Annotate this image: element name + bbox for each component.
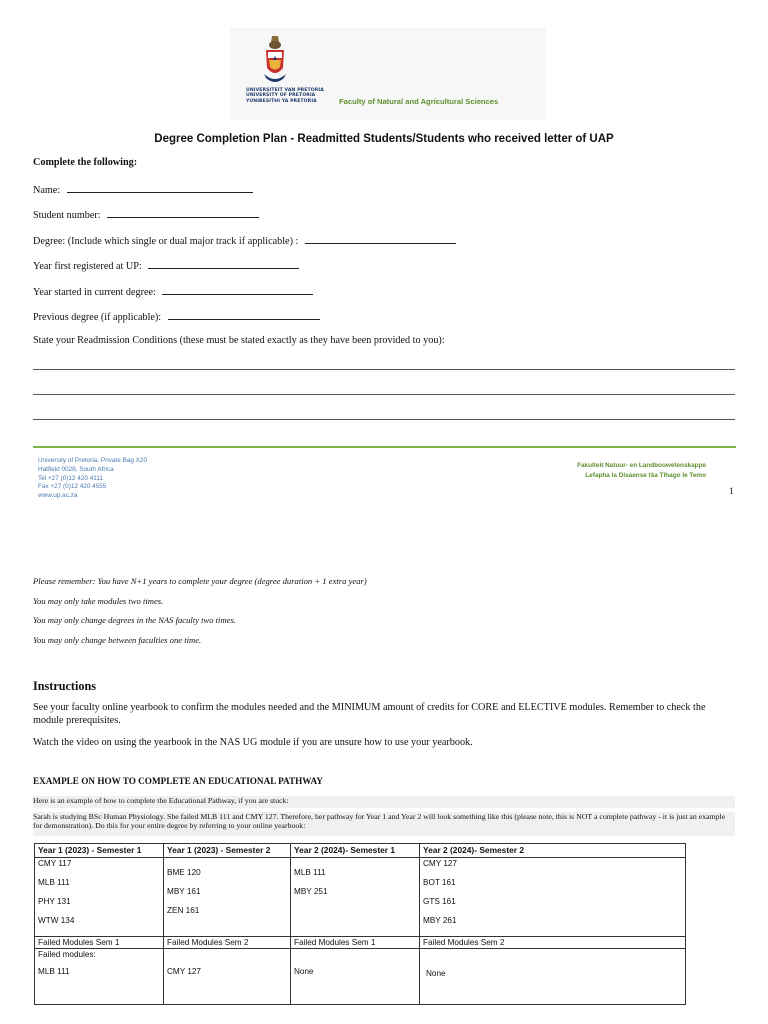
readmission-line-3[interactable] (33, 419, 735, 420)
column-header: Year 2 (2024)- Semester 2 (420, 844, 686, 858)
table-cell[interactable] (420, 858, 686, 937)
table-row (35, 858, 686, 937)
failed-label-cell: Failed Modules Sem 1 (291, 937, 420, 949)
form-intro: Complete the following: (33, 157, 138, 168)
year-current-label: Year started in current degree: (33, 287, 156, 298)
module-code: MBY 161 (167, 887, 201, 896)
reminder-line: Please remember: You have N+1 years to complete your degree (degree duration + 1 extra year) (33, 576, 367, 586)
failed-label-cell: Failed Modules Sem 1 (35, 937, 164, 949)
table-cell[interactable] (164, 949, 291, 1005)
failed-module: CMY 127 (167, 967, 201, 976)
module-code: MLB 111 (38, 878, 70, 887)
previous-degree-row (33, 310, 320, 323)
name-field[interactable] (67, 183, 253, 193)
reminder-line: You may only take modules two times. (33, 596, 164, 606)
degree-row (33, 234, 456, 247)
table-cell[interactable] (35, 858, 164, 937)
year-current-field[interactable] (162, 285, 313, 295)
year-current-row (33, 285, 313, 298)
failed-module: None (426, 969, 446, 978)
previous-degree-field[interactable] (168, 310, 320, 320)
table-row (35, 937, 686, 949)
student-number-field[interactable] (107, 208, 259, 218)
failed-label-cell: Failed Modules Sem 2 (420, 937, 686, 949)
module-code: CMY 117 (38, 859, 72, 868)
footer-faculty (560, 461, 706, 481)
university-name-af: UNIVERSITEIT VAN PRETORIA (246, 88, 324, 93)
module-code: BOT 161 (423, 878, 456, 887)
year-first-field[interactable] (148, 259, 299, 269)
instructions-paragraph-2: Watch the video on using the yearbook in the NAS UG module if you are unsure how to use your yearbook. (33, 737, 473, 748)
university-name-nso: YUNIBESITHI YA PRETORIA (246, 98, 317, 104)
university-names (246, 88, 324, 104)
readmission-line-2[interactable] (33, 394, 735, 395)
address-line: Fax +27 (0)12 420 4555 (38, 483, 107, 491)
faculty-name-st: Lefapha la Disaense tša Tlhago le Temo (585, 472, 706, 479)
faculty-name-af: Fakulteit Natuur- en Landbouwetenskappe (577, 462, 706, 469)
example-description: Sarah is studying BSc Human Physiology. She failed MLB 111 and CMY 127. Therefore, her pathway for Year 1 and Year 2 will look something like this (please note, this is NOT a complete pathway - it is just an example for demonstration). Do this for your entire degree by referring to your online yearbook: (33, 812, 735, 836)
footer-divider (33, 446, 736, 448)
table-cell[interactable] (420, 949, 686, 1005)
university-name-en: UNIVERSITY OF PRETORIA (246, 93, 316, 99)
footer-address (38, 457, 147, 501)
table-cell[interactable] (35, 949, 164, 1005)
module-code: GTS 161 (423, 897, 456, 906)
module-code: PHY 131 (38, 897, 71, 906)
failed-label-cell: Failed Modules Sem 2 (164, 937, 291, 949)
table-header-row (35, 844, 686, 858)
page-number: 1 (729, 487, 734, 497)
address-line: Hatfield 0028, South Africa (38, 465, 114, 473)
reminder-line: You may only change between faculties one time. (33, 635, 202, 645)
column-header: Year 1 (2023) - Semester 2 (164, 844, 291, 858)
student-number-label: Student number: (33, 210, 101, 221)
column-header: Year 2 (2024)- Semester 1 (291, 844, 420, 858)
pathway-table (34, 843, 686, 1005)
module-code: MBY 261 (423, 916, 457, 925)
year-first-label: Year first registered at UP: (33, 261, 142, 272)
example-intro: Here is an example of how to complete the Educational Pathway, if you are stuck: (33, 796, 735, 808)
name-row (33, 183, 253, 196)
address-line: Tel +27 (0)12 420 4111 (38, 474, 103, 482)
student-number-row (33, 208, 259, 221)
table-row (35, 949, 686, 1005)
table-cell[interactable] (164, 858, 291, 937)
module-code: MLB 111 (294, 868, 326, 877)
module-code: BME 120 (167, 868, 201, 877)
module-code: CMY 127 (423, 859, 457, 868)
failed-module: MLB 111 (38, 967, 70, 976)
example-heading: EXAMPLE ON HOW TO COMPLETE AN EDUCATIONAL PATHWAY (33, 776, 323, 786)
reminder-line: You may only change degrees in the NAS faculty two times. (33, 615, 236, 625)
instructions-heading: Instructions (33, 679, 96, 693)
document-title: Degree Completion Plan - Readmitted Students/Students who received letter of UAP (154, 133, 614, 145)
address-line: University of Pretoria, Private Bag X20 (38, 457, 148, 464)
address-link[interactable]: www.up.ac.za (38, 492, 78, 500)
failed-module: None (294, 967, 314, 976)
degree-field[interactable] (305, 234, 456, 244)
year-first-row (33, 259, 299, 272)
name-label: Name: (33, 185, 61, 196)
failed-heading: Failed modules: (38, 950, 96, 959)
table-cell[interactable] (291, 858, 420, 937)
module-code: WTW 134 (38, 916, 75, 925)
previous-degree-label: Previous degree (if applicable): (33, 312, 162, 323)
module-code: MBY 251 (294, 887, 328, 896)
module-code: ZEN 161 (167, 906, 200, 915)
degree-label: Degree: (Include which single or dual major track if applicable) : (33, 236, 299, 247)
table-cell[interactable] (291, 949, 420, 1005)
column-header: Year 1 (2023) - Semester 1 (35, 844, 164, 858)
readmission-line-1[interactable] (33, 369, 735, 370)
faculty-name: Faculty of Natural and Agricultural Sciences (339, 97, 499, 106)
instructions-paragraph-1: See your faculty online yearbook to confirm the modules needed and the MINIMUM amount of credits for CORE and ELECTIVE modules. Remember to check the module prerequisites. (33, 702, 706, 727)
university-crest-icon (262, 34, 288, 86)
readmission-label: State your Readmission Conditions (these must be stated exactly as they have been provided to you): (33, 335, 445, 346)
